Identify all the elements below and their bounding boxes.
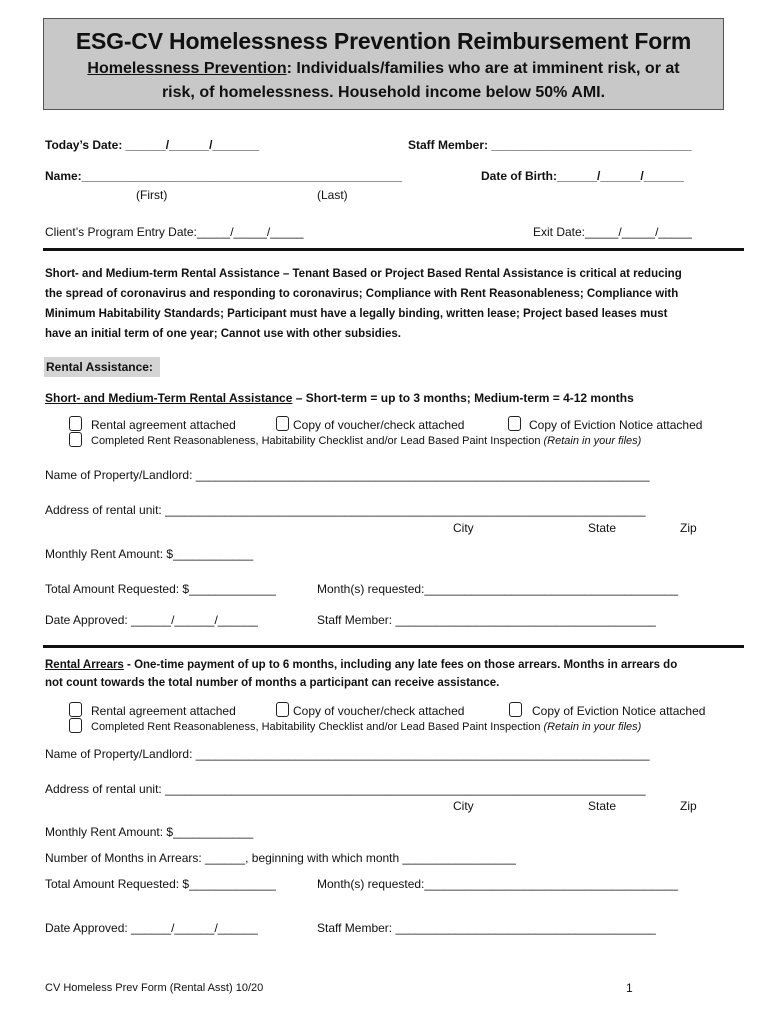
rental-assistance-label: Rental Assistance: bbox=[46, 360, 153, 374]
months-requested-field[interactable]: Month(s) requested:______________________________________ bbox=[317, 582, 678, 596]
arrears-address-field[interactable]: Address of rental unit: ________________________________________________________________________ bbox=[45, 782, 646, 796]
program-entry-date-field[interactable]: Client’s Program Entry Date:_____/_____/_____ bbox=[45, 225, 304, 239]
arrears-heading-line bbox=[45, 656, 725, 674]
arrears-monthly-rent-field[interactable]: Monthly Rent Amount: $____________ bbox=[45, 825, 254, 839]
arrears-property-landlord-field[interactable]: Name of Property/Landlord: ____________________________________________________________________ bbox=[45, 747, 650, 761]
intro-line: have an initial term of one year; Cannot use with other subsidies. bbox=[45, 328, 401, 340]
arrears-rental-agreement-checkbox[interactable] bbox=[69, 702, 82, 717]
arrears-eviction-notice-checkbox[interactable] bbox=[509, 702, 522, 717]
intro-line: Minimum Habitability Standards; Participant must have a legally binding, written lease; Project based leases must bbox=[45, 308, 668, 320]
arrears-retain-note: (Retain in your files) bbox=[543, 721, 642, 733]
arrears-rent-reasonableness-label bbox=[91, 721, 641, 733]
rent-reasonableness-text: Completed Rent Reasonableness, Habitability Checklist and/or Lead Based Paint Inspection bbox=[91, 435, 544, 447]
intro-line: the spread of coronavirus and responding to coronavirus; Compliance with Rent Reasonableness; Compliance with bbox=[45, 288, 679, 300]
months-in-arrears-field[interactable]: Number of Months in Arrears: ______, beginning with which month _________________ bbox=[45, 851, 516, 865]
total-requested-field[interactable]: Total Amount Requested: $_____________ bbox=[45, 582, 276, 596]
eviction-notice-checkbox[interactable] bbox=[508, 416, 521, 431]
rental-agreement-checkbox[interactable] bbox=[69, 416, 82, 431]
staff-member-field[interactable]: Staff Member: ______________________________ bbox=[408, 138, 692, 152]
todays-date-field[interactable]: Today’s Date: ______/______/_______ bbox=[45, 138, 260, 152]
page-number: 1 bbox=[626, 981, 633, 995]
rent-reasonableness-checkbox[interactable] bbox=[69, 432, 82, 447]
arrears-zip-label: Zip bbox=[680, 799, 697, 813]
form-subtitle bbox=[44, 57, 723, 105]
monthly-rent-field[interactable]: Monthly Rent Amount: $____________ bbox=[45, 547, 254, 561]
form-title: ESG-CV Homelessness Prevention Reimbursement Form bbox=[75, 28, 692, 54]
arrears-city-label: City bbox=[453, 799, 474, 813]
arrears-rent-reasonableness-text: Completed Rent Reasonableness, Habitability Checklist and/or Lead Based Paint Inspection bbox=[91, 721, 544, 733]
voucher-checkbox[interactable] bbox=[276, 416, 289, 431]
subtitle-line2: risk, of homelessness. Household income below 50% AMI. bbox=[161, 84, 606, 101]
subtitle-label: Homelessness Prevention bbox=[87, 60, 287, 77]
arrears-months-requested-field[interactable]: Month(s) requested:______________________________________ bbox=[317, 877, 678, 891]
rental-agreement-label: Rental agreement attached bbox=[91, 418, 236, 432]
footer-form-id: CV Homeless Prev Form (Rental Asst) 10/20 bbox=[45, 982, 264, 994]
arrears-eviction-notice-label: Copy of Eviction Notice attached bbox=[532, 704, 706, 718]
section-divider bbox=[43, 645, 744, 648]
arrears-total-requested-field[interactable]: Total Amount Requested: $_____________ bbox=[45, 877, 276, 891]
last-name-label: (Last) bbox=[317, 188, 348, 202]
arrears-voucher-label: Copy of voucher/check attached bbox=[293, 704, 465, 718]
rent-reasonableness-label bbox=[91, 435, 641, 447]
short-medium-term-note: – Short-term = up to 3 months; Medium-term = 4-12 months bbox=[292, 391, 634, 405]
arrears-rent-reasonableness-checkbox[interactable] bbox=[69, 718, 82, 733]
rental-arrears-note: - One-time payment of up to 6 months, including any late fees on those arrears. Months in arrears do bbox=[123, 659, 678, 671]
date-approved-field[interactable]: Date Approved: ______/______/______ bbox=[45, 613, 258, 627]
exit-date-field[interactable]: Exit Date:_____/_____/_____ bbox=[533, 225, 692, 239]
form-header bbox=[43, 18, 724, 110]
short-medium-term-label: Short- and Medium-Term Rental Assistance bbox=[45, 391, 293, 405]
name-field[interactable]: Name:________________________________________________ bbox=[45, 169, 403, 183]
arrears-rental-agreement-label: Rental agreement attached bbox=[91, 704, 236, 718]
rental-arrears-label: Rental Arrears bbox=[45, 659, 124, 671]
state-label: State bbox=[588, 521, 617, 535]
intro-paragraph bbox=[45, 264, 715, 344]
retain-note: (Retain in your files) bbox=[543, 435, 642, 447]
first-name-label: (First) bbox=[136, 188, 168, 202]
arrears-state-label: State bbox=[588, 799, 617, 813]
arrears-voucher-checkbox[interactable] bbox=[276, 702, 289, 717]
eviction-notice-label: Copy of Eviction Notice attached bbox=[529, 418, 703, 432]
short-medium-term-heading bbox=[45, 391, 634, 405]
intro-line: Short- and Medium-term Rental Assistance – Tenant Based or Project Based Rental Assistance is critical at reducing bbox=[45, 268, 682, 280]
section-divider bbox=[43, 248, 744, 251]
arrears-heading-line: not count towards the total number of months a participant can receive assistance. bbox=[45, 677, 500, 689]
city-label: City bbox=[453, 521, 474, 535]
voucher-label: Copy of voucher/check attached bbox=[293, 418, 465, 432]
rental-arrears-heading bbox=[45, 656, 725, 692]
address-field[interactable]: Address of rental unit: ________________________________________________________________________ bbox=[45, 503, 646, 517]
arrears-approving-staff-field[interactable]: Staff Member: _______________________________________ bbox=[317, 921, 656, 935]
approving-staff-field[interactable]: Staff Member: _______________________________________ bbox=[317, 613, 656, 627]
date-of-birth-field[interactable]: Date of Birth:______/______/______ bbox=[481, 169, 684, 183]
property-landlord-field[interactable]: Name of Property/Landlord: ____________________________________________________________________ bbox=[45, 468, 650, 482]
arrears-date-approved-field[interactable]: Date Approved: ______/______/______ bbox=[45, 921, 258, 935]
zip-label: Zip bbox=[680, 521, 697, 535]
subtitle-line1: : Individuals/families who are at imminent risk, or at bbox=[286, 60, 680, 77]
